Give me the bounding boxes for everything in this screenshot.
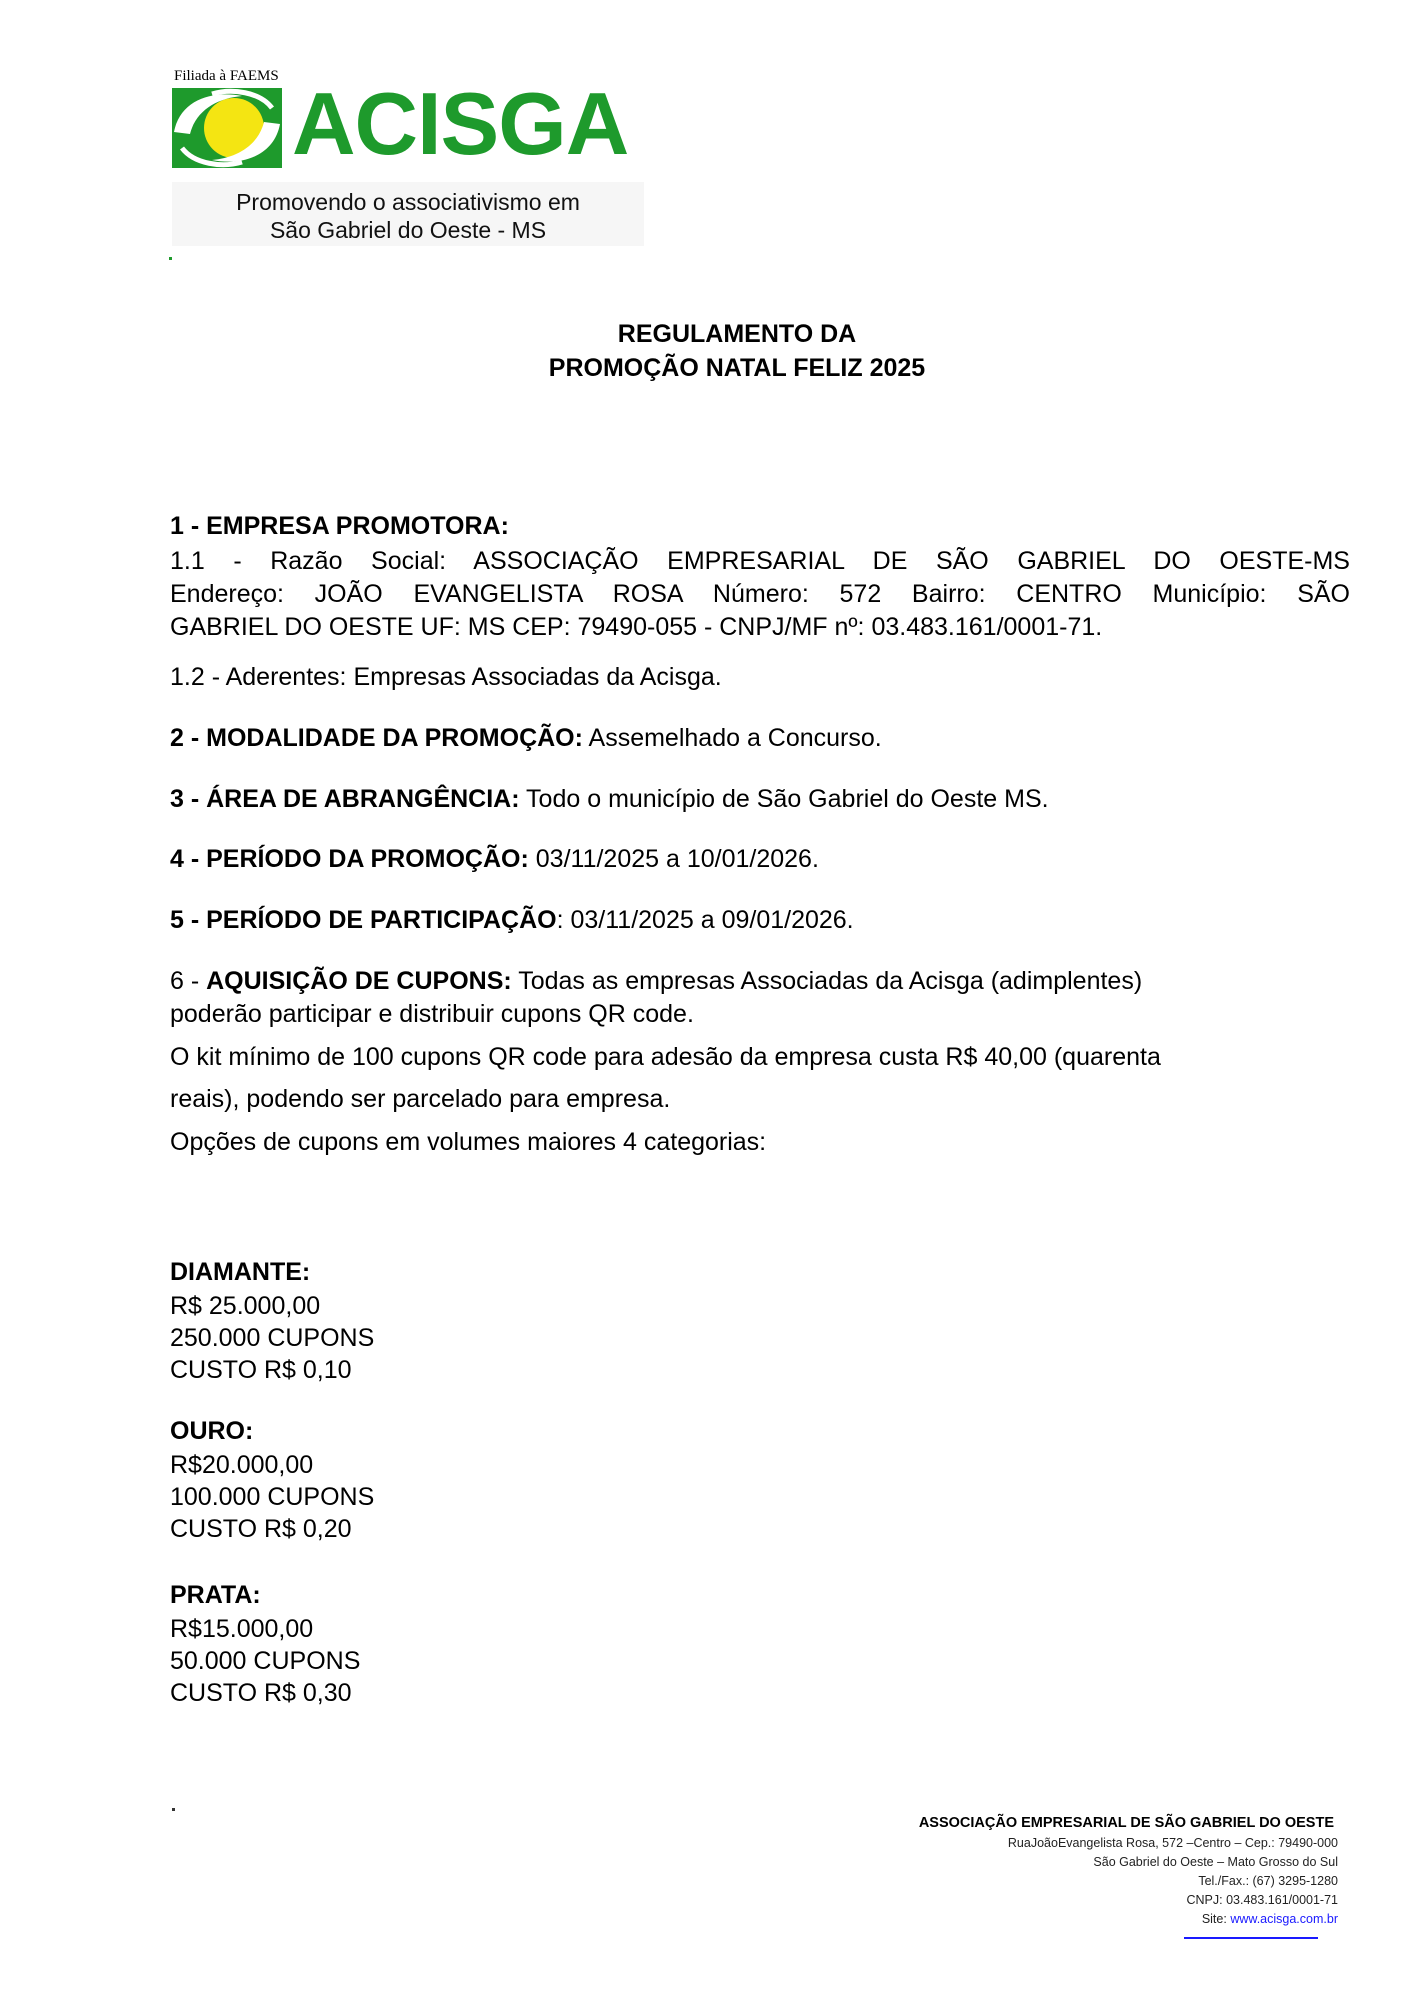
category-prata-name: PRATA:: [170, 1581, 261, 1609]
section1-heading: 1 - EMPRESA PROMOTORA:: [170, 512, 509, 540]
section4-label: 4 - PERÍODO DA PROMOÇÃO:: [170, 845, 529, 873]
category-ouro-coupons: 100.000 CUPONS: [170, 1483, 375, 1511]
section1-endereco: Endereço: JOÃO EVANGELISTA ROSA Número: 572 Bairro: CENTRO Município: SÃO: [170, 580, 1350, 608]
section5-text: : 03/11/2025 a 09/01/2026.: [556, 906, 854, 934]
section3-label: 3 - ÁREA DE ABRANGÊNCIA:: [170, 785, 520, 813]
footer-org: ASSOCIAÇÃO EMPRESARIAL DE SÃO GABRIEL DO OESTE: [918, 1815, 1334, 1831]
logo-tagline: [172, 182, 644, 246]
section1-aderentes: 1.2 - Aderentes: Empresas Associadas da Acisga.: [170, 663, 722, 691]
category-ouro-cost: CUSTO R$ 0,20: [170, 1515, 352, 1543]
footer-site: [818, 1910, 1338, 1929]
category-diamante-name: DIAMANTE:: [170, 1258, 311, 1286]
section1-cep-cnpj: GABRIEL DO OESTE UF: MS CEP: 79490-055 - CNPJ/MF nº: 03.483.161/0001-71.: [170, 613, 1103, 641]
section6-text-line2: poderão participar e distribuir cupons QR code.: [170, 1000, 694, 1028]
footer-address: RuaJoãoEvangelista Rosa, 572 –Centro – Cep.: 79490-000: [1007, 1836, 1338, 1850]
category-diamante-price: R$ 25.000,00: [170, 1292, 321, 1320]
category-prata-cost: CUSTO R$ 0,30: [170, 1679, 352, 1707]
logo-tagline-line2: São Gabriel do Oeste - MS: [269, 217, 547, 243]
footer-city: São Gabriel do Oeste – Mato Grosso do Sul: [1093, 1855, 1338, 1869]
footer-site-label: Site:: [1201, 1912, 1231, 1926]
logo-name: ACISGA: [292, 74, 629, 173]
section6-label: AQUISIÇÃO DE CUPONS:: [206, 967, 512, 995]
section3-text: Todo o município de São Gabriel do Oeste MS.: [519, 785, 1049, 813]
category-diamante-coupons: 250.000 CUPONS: [170, 1324, 375, 1352]
section5-periodo-participacao: [170, 904, 854, 937]
section4-periodo-promocao: [170, 843, 819, 876]
logo-tagline-line1: Promovendo o associativismo em: [236, 189, 580, 215]
section6-options: Opções de cupons em volumes maiores 4 categorias:: [170, 1128, 767, 1156]
document-title: [0, 317, 1414, 385]
section1-razao-social: 1.1 - Razão Social: ASSOCIAÇÃO EMPRESARIAL DE SÃO GABRIEL DO OESTE-MS: [170, 547, 1350, 575]
acisga-logo: [172, 66, 644, 246]
section2-label: 2 - MODALIDADE DA PROMOÇÃO:: [170, 724, 583, 752]
category-diamante-cost: CUSTO R$ 0,10: [170, 1356, 352, 1384]
section2-text: Assemelhado a Concurso.: [582, 724, 882, 752]
category-ouro-name: OURO:: [170, 1417, 254, 1445]
category-prata-coupons: 50.000 CUPONS: [170, 1647, 361, 1675]
acisga-emblem-icon: [172, 88, 282, 168]
section4-text: 03/11/2025 a 10/01/2026.: [528, 845, 819, 873]
footer-link-underline: [1184, 1937, 1318, 1939]
title-line2: PROMOÇÃO NATAL FELIZ 2025: [548, 354, 926, 382]
section5-label: 5 - PERÍODO DE PARTICIPAÇÃO: [170, 906, 557, 934]
category-prata-price: R$15.000,00: [170, 1615, 314, 1643]
footer: [818, 1812, 1338, 1929]
footer-phone: Tel./Fax.: (67) 3295-1280: [1198, 1874, 1338, 1888]
section6-prefix: 6 -: [170, 967, 207, 995]
logo-affiliation: Filiada à FAEMS: [174, 68, 279, 84]
title-line1: REGULAMENTO DA: [617, 320, 857, 348]
section6-kit-line1: O kit mínimo de 100 cupons QR code para adesão da empresa custa R$ 40,00 (quarenta: [170, 1043, 1161, 1071]
decorative-dot: [169, 257, 172, 260]
footer-site-link[interactable]: www.acisga.com.br: [1230, 1912, 1338, 1926]
section6-text-line1: Todas as empresas Associadas da Acisga (adimplentes): [511, 967, 1143, 995]
section2-modalidade: [170, 722, 882, 755]
category-ouro-price: R$20.000,00: [170, 1451, 314, 1479]
section6-aquisicao: [170, 965, 1142, 998]
section6-kit-line2: reais), podendo ser parcelado para empresa.: [170, 1085, 671, 1113]
section3-area: [170, 783, 1049, 816]
footer-cnpj: CNPJ: 03.483.161/0001-71: [1186, 1893, 1338, 1907]
decorative-dot: [172, 1808, 175, 1811]
